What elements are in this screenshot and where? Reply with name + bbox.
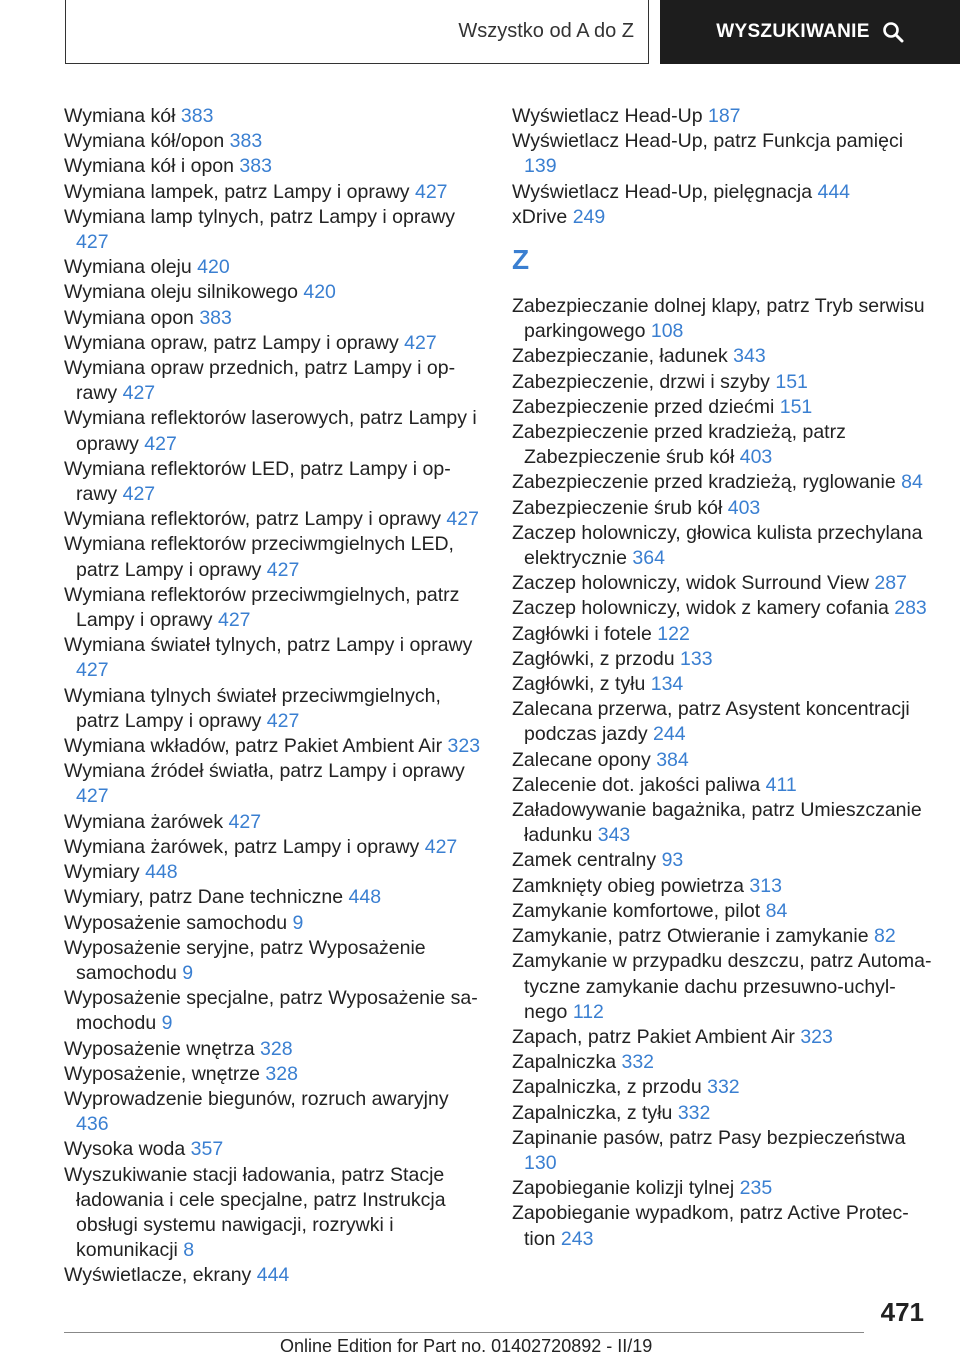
tab-search[interactable] <box>660 0 960 64</box>
index-group-w-x <box>512 104 932 230</box>
index-entry <box>64 532 484 582</box>
page-link[interactable]: 411 <box>765 773 797 796</box>
index-entry-text: Wymiana reflektorów przeciwmgielnych, patrz Lampy i oprawy <box>64 583 460 632</box>
page-link[interactable]: 108 <box>650 320 684 343</box>
index-entry <box>64 1137 484 1162</box>
index-entry-text: Wymiana opon <box>64 306 194 329</box>
index-entry-text: Wysoka woda <box>64 1138 186 1161</box>
page-link[interactable]: 187 <box>707 105 741 127</box>
page-link[interactable]: 323 <box>800 1025 833 1048</box>
index-entry <box>512 697 932 747</box>
index-entry <box>64 255 484 280</box>
index-entry-text: Zamknięty obieg powietrza <box>512 874 744 897</box>
search-icon <box>882 21 904 43</box>
header <box>0 0 960 66</box>
page-link[interactable]: 427 <box>217 609 251 632</box>
page-link[interactable]: 364 <box>632 547 665 570</box>
index-entry-text: Załadowywanie bagażnika, patrz Umieszczanie ładunku <box>512 799 922 847</box>
page-link[interactable]: 427 <box>76 785 109 808</box>
index-entry <box>512 1126 932 1176</box>
index-entry <box>512 496 932 521</box>
index-entry-text: Zamykanie komfortowe, pilot <box>512 899 761 922</box>
index-entry-text: Zagłówki, z przodu <box>512 647 675 670</box>
page-link[interactable]: 384 <box>656 748 689 771</box>
page-link[interactable]: 332 <box>621 1051 655 1074</box>
index-entry-text: Zapalniczka, z przodu <box>512 1076 702 1099</box>
page-link[interactable]: 328 <box>265 1062 298 1085</box>
index-entry <box>64 734 484 759</box>
index-entry <box>64 810 484 835</box>
index-entry <box>64 129 484 154</box>
page-link[interactable]: 283 <box>894 597 927 620</box>
index-entry-text: Wyposażenie samochodu <box>64 911 288 934</box>
index-entry-text: Wymiana kół <box>64 105 176 127</box>
index-entry-text: Wymiana świateł tylnych, patrz Lampy i oprawy <box>64 634 473 657</box>
page-link[interactable]: 436 <box>76 1113 109 1136</box>
page-link[interactable]: 427 <box>266 558 300 581</box>
page-link[interactable]: 444 <box>256 1264 290 1287</box>
page-link[interactable]: 243 <box>560 1227 594 1250</box>
page-link[interactable]: 383 <box>199 306 232 329</box>
page-link[interactable]: 420 <box>197 256 230 279</box>
index-entry <box>512 395 932 420</box>
index-entry <box>512 1050 932 1075</box>
page-link[interactable]: 427 <box>414 180 448 203</box>
index-entry-text: Wyposażenie, wnętrze <box>64 1062 260 1085</box>
index-entry <box>512 647 932 672</box>
index-entry <box>64 835 484 860</box>
index-entry-text: Zapinanie pasów, patrz Pasy bezpieczeństwa <box>512 1126 906 1149</box>
page-link[interactable]: 9 <box>161 1012 173 1035</box>
index-entry <box>64 280 484 305</box>
index-entry <box>512 899 932 924</box>
index-entry-text: Zapalniczka <box>512 1051 617 1074</box>
page-link[interactable]: 323 <box>447 735 481 758</box>
page-link[interactable]: 287 <box>874 572 907 595</box>
index-entry <box>512 1101 932 1126</box>
page-link[interactable]: 427 <box>404 331 437 354</box>
index-entry-text: Zamykanie, patrz Otwieranie i zamykanie <box>512 925 869 948</box>
index-entry-text: Wymiana reflektorów przeciwmgielnych LED, patrz Lampy i oprawy <box>64 533 454 581</box>
index-entry-text: Wymiana oleju silnikowego <box>64 281 298 304</box>
page-link[interactable]: 403 <box>727 496 761 519</box>
page-link[interactable]: 112 <box>572 1000 604 1023</box>
index-entry <box>512 1201 932 1251</box>
page-link[interactable]: 151 <box>775 370 808 393</box>
index-entry <box>512 1075 932 1100</box>
page-link[interactable]: 448 <box>145 861 178 884</box>
page-link[interactable]: 427 <box>446 508 479 531</box>
index-entry-text: Zaczep holowniczy, widok Surround View <box>512 572 869 595</box>
index-entry-text: Wyświetlacz Head-Up, patrz Funkcja pamięci <box>512 130 904 153</box>
tab-search-label: WYSZUKIWANIE <box>716 21 870 42</box>
index-entry-text: Zapalniczka, z tyłu <box>512 1101 673 1124</box>
index-entry-text: Wymiana lamp tylnych, patrz Lampy i oprawy <box>64 205 456 228</box>
index-entry <box>512 596 932 621</box>
page-link[interactable]: 357 <box>190 1138 224 1161</box>
index-entry-text: Wymiana opraw przednich, patrz Lampy i oprawy <box>64 357 456 405</box>
page-link[interactable]: 151 <box>779 395 813 418</box>
page-link[interactable]: 427 <box>228 810 262 833</box>
index-entry <box>512 622 932 647</box>
index-group-z <box>512 294 932 1252</box>
index-entry-text: Wymiary <box>64 861 140 884</box>
page-number: 471 <box>880 1297 924 1327</box>
index-entry <box>64 885 484 910</box>
index-entry-text: Wyszukiwanie stacji ładowania, patrz Stacje ładowania i cele specjalne, patrz Instrukcja obsługi systemu nawigacji, rozrywki i komunikacji <box>64 1163 446 1262</box>
index-entry-text: Wymiana tylnych świateł przeciwmgielnych, patrz Lampy i oprawy <box>64 684 441 732</box>
index-entry-text: Wymiana lampek, patrz Lampy i oprawy <box>64 180 410 203</box>
index-entry-text: Wymiary, patrz Dane techniczne <box>64 886 344 909</box>
page-link[interactable]: 332 <box>707 1076 740 1099</box>
index-entry <box>64 911 484 936</box>
index-entry <box>64 860 484 885</box>
index-entry <box>512 773 932 798</box>
index-entry-text: Zabezpieczenie przed kradzieżą, ryglowanie <box>512 471 896 494</box>
section-letter: Z <box>512 244 530 276</box>
index-entry-text: Zagłówki, z tyłu <box>512 673 646 696</box>
index-entry <box>512 205 932 230</box>
index-entry <box>64 104 484 129</box>
index-entry-text: Zabezpieczenie przed kradzieżą, patrz Zabezpieczenie śrub kół <box>512 421 846 469</box>
index-entry <box>64 1062 484 1087</box>
page-link[interactable]: 9 <box>182 961 194 984</box>
index-entry <box>512 848 932 873</box>
index-entry-text: Zapobieganie wypadkom, patrz Active Protection <box>512 1202 909 1250</box>
index-entry-text: Zagłówki i fotele <box>512 622 652 645</box>
page-link[interactable]: 427 <box>76 231 109 254</box>
index-entry-text: Wymiana opraw, patrz Lampy i oprawy <box>64 331 399 354</box>
index-entry <box>512 949 932 1025</box>
page-link[interactable]: 332 <box>677 1101 711 1124</box>
page-link[interactable]: 84 <box>765 899 788 922</box>
page-link[interactable]: 427 <box>122 483 156 506</box>
page-link[interactable]: 420 <box>303 281 336 304</box>
index-entry-text: xDrive <box>512 205 568 228</box>
index-entry <box>64 180 484 205</box>
index-entry <box>512 1025 932 1050</box>
index-entry-text: Zabezpieczenie przed dziećmi <box>512 395 775 418</box>
index-entry <box>64 356 484 406</box>
index-entry <box>512 294 932 344</box>
index-entry-text: Wyświetlacz Head-Up, pielęgnacja <box>512 180 813 203</box>
index-entry-text: Wymiana kół i opon <box>64 155 234 178</box>
index-entry <box>512 672 932 697</box>
index-entry-text: Wymiana żarówek <box>64 810 224 833</box>
index-entry <box>64 1087 484 1137</box>
index-entry-text: Wymiana oleju <box>64 256 192 279</box>
index-entry-text: Wyposażenie wnętrza <box>64 1037 255 1060</box>
index-entry-text: Zalecana przerwa, patrz Asystent koncentracji podczas jazdy <box>512 698 910 746</box>
index-entry <box>64 1163 484 1264</box>
index-entry <box>512 370 932 395</box>
page-link[interactable]: 122 <box>657 622 690 645</box>
page-link[interactable]: 8 <box>183 1239 195 1262</box>
index-entry-text: Zapach, patrz Pakiet Ambient Air <box>512 1025 795 1048</box>
index-entry-text: Wymiana reflektorów LED, patrz Lampy i oprawy <box>64 457 451 506</box>
page-link[interactable]: 343 <box>733 345 766 368</box>
index-entry <box>512 748 932 773</box>
page-link[interactable]: 134 <box>650 673 684 696</box>
index-entry <box>512 924 932 949</box>
page-link[interactable]: 9 <box>292 911 304 934</box>
index-entry-text: Zapobieganie kolizji tylnej <box>512 1177 735 1200</box>
page-link[interactable]: 383 <box>180 105 214 127</box>
index-entry-text: Wymiana kół/opon <box>64 130 225 153</box>
index-entry-text: Wymiana wkładów, patrz Pakiet Ambient Air <box>64 735 443 758</box>
index-entry <box>512 521 932 571</box>
index-column-right <box>512 104 932 1252</box>
index-entry <box>64 684 484 734</box>
page-link[interactable]: 133 <box>680 647 713 670</box>
tab-a-to-z[interactable] <box>65 0 649 64</box>
page-link[interactable]: 427 <box>266 709 300 732</box>
page-link[interactable]: 444 <box>817 180 851 203</box>
index-entry-text: Wyposażenie specjalne, patrz Wyposażenie samochodu <box>64 987 478 1035</box>
page-link[interactable]: 427 <box>144 432 177 455</box>
index-entry <box>64 406 484 456</box>
index-entry <box>512 470 932 495</box>
index-entry <box>64 331 484 356</box>
page-link[interactable]: 383 <box>229 130 263 153</box>
index-entry <box>64 1263 484 1288</box>
index-entry-text: Zaczep holowniczy, głowica kulista przechylana elektrycznie <box>512 521 923 570</box>
index-entry-text: Zabezpieczanie dolnej klapy, patrz Tryb serwisu parkingowego <box>512 295 925 343</box>
index-entry <box>512 1176 932 1201</box>
index-entry <box>64 1037 484 1062</box>
index-entry-text: Wymiana źródeł światła, patrz Lampy i oprawy <box>64 760 465 783</box>
index-entry <box>512 129 932 179</box>
index-entry <box>512 344 932 369</box>
index-entry-text: Zaczep holowniczy, widok z kamery cofania <box>512 597 889 620</box>
index-entry <box>512 571 932 596</box>
page-link[interactable]: 427 <box>122 382 156 405</box>
page-link[interactable]: 383 <box>239 155 272 178</box>
index-entry-text: Zabezpieczanie, ładunek <box>512 345 728 368</box>
index-entry <box>64 759 484 809</box>
index-column-left <box>64 104 484 1289</box>
page-link[interactable]: 244 <box>653 723 686 746</box>
page-link[interactable]: 313 <box>749 874 782 897</box>
index-entry-text: Wyświetlacz Head-Up <box>512 105 703 127</box>
index-entry <box>64 936 484 986</box>
index-entry <box>64 507 484 532</box>
page-link[interactable]: 448 <box>348 886 382 909</box>
index-entry <box>512 798 932 848</box>
page-link[interactable]: 328 <box>260 1037 293 1060</box>
page-link[interactable]: 343 <box>597 824 631 847</box>
footer-edition: Online Edition for Part no. 01402720892 - II/19 <box>280 1336 653 1356</box>
index-entry-text: Zalecenie dot. jakości paliwa <box>512 773 761 796</box>
index-entry-text: Wyprowadzenie biegunów, rozruch awaryjny <box>64 1087 449 1110</box>
index-entry-text: Wymiana reflektorów, patrz Lampy i oprawy <box>64 508 441 531</box>
index-entry <box>512 874 932 899</box>
footer-divider <box>64 1332 864 1333</box>
index-entry-text: Zalecane opony <box>512 748 651 771</box>
tab-a-to-z-label: Wszystko od A do Z <box>458 20 634 42</box>
page-link[interactable]: 130 <box>524 1151 557 1174</box>
index-entry <box>512 420 932 470</box>
page-link[interactable]: 93 <box>661 849 684 872</box>
index-entry <box>64 205 484 255</box>
index-entry <box>64 583 484 633</box>
index-entry-text: Zamykanie w przypadku deszczu, patrz Automatyczne zamykanie dachu przesuwno-uchylnego <box>512 950 932 1023</box>
page-link[interactable]: 427 <box>424 835 458 858</box>
page-link[interactable]: 249 <box>572 205 606 228</box>
index-entry-text: Wymiana reflektorów laserowych, patrz Lampy i oprawy <box>64 407 477 455</box>
index-entry <box>64 986 484 1036</box>
index-entry <box>64 154 484 179</box>
page-link[interactable]: 427 <box>76 659 109 682</box>
index-entry-text: Zabezpieczenie śrub kół <box>512 496 723 519</box>
index-entry <box>64 457 484 507</box>
page-link[interactable]: 139 <box>524 155 557 178</box>
index-entry <box>64 633 484 683</box>
index-entry-text: Wyświetlacze, ekrany <box>64 1264 252 1287</box>
page-link[interactable]: 82 <box>873 925 896 948</box>
index-entry-text: Zamek centralny <box>512 849 657 872</box>
page-link[interactable]: 84 <box>901 471 923 494</box>
index-entry <box>64 306 484 331</box>
index-entry <box>512 104 932 129</box>
index-entry-text: Wymiana żarówek, patrz Lampy i oprawy <box>64 835 420 858</box>
index-entry-text: Zabezpieczenie, drzwi i szyby <box>512 370 770 393</box>
index-entry <box>512 180 932 205</box>
index-entry-text: Wyposażenie seryjne, patrz Wyposażenie samochodu <box>64 936 426 984</box>
page-link[interactable]: 235 <box>739 1177 773 1200</box>
page-link[interactable]: 403 <box>739 446 773 469</box>
